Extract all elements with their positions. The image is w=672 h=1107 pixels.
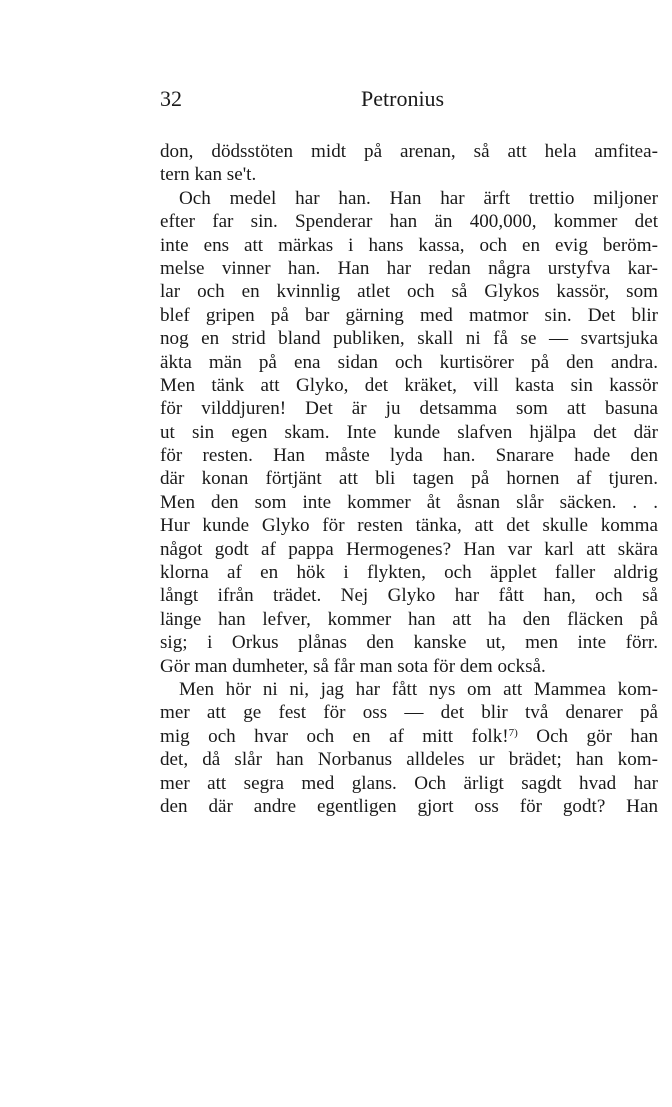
text-segment: Och gör han	[517, 725, 658, 747]
text-line: melse vinner han. Han har redan några urstyfva kar-	[160, 257, 658, 279]
text-line: Gör man dumheter, så får man sota för dem också.	[160, 655, 546, 677]
text-line: lar och en kvinnlig atlet och så Glykos kassör, som	[160, 281, 658, 303]
text-line: långt ifrån trädet. Nej Glyko har fått han, och så	[160, 585, 658, 607]
text-line: nog en strid bland publiken, skall ni få se — svartsjuka	[160, 328, 658, 350]
text-line: efter far sin. Spenderar han än 400,000, kommer det	[160, 211, 658, 233]
text-line: för resten. Han måste lyda han. Snarare hade den	[160, 445, 658, 467]
text-line: inte ens att märkas i hans kassa, och en evig beröm-	[160, 234, 658, 256]
text-line: tern kan se't.	[160, 164, 257, 186]
running-title: Petronius	[361, 86, 445, 111]
text-line: den där andre egentligen gjort oss för godt? Han	[160, 795, 658, 817]
text-line: där konan förtjänt att bli tagen på hornen af tjuren.	[160, 468, 658, 490]
text-line: för vilddjuren! Det är ju detsamma som att basuna	[160, 398, 658, 420]
text-line: Och medel har han. Han har ärft trettio miljoner	[179, 187, 658, 209]
text-line: Men hör ni ni, jag har fått nys om att Mammea kom-	[179, 678, 658, 700]
text-line: mer att ge fest för oss — det blir två denarer på	[160, 702, 658, 724]
text-line: äkta män på ena sidan och kurtisörer på den andra.	[160, 351, 658, 373]
text-line: sig; i Orkus plånas den kanske ut, men inte förr.	[160, 632, 658, 654]
text-line: Men tänk att Glyko, det kräket, vill kasta sin kassör	[160, 374, 658, 396]
footnote-reference[interactable]: 7)	[508, 726, 518, 739]
text-line: det, då slår han Norbanus alldeles ur brädet; han kom-	[160, 749, 658, 771]
text-line: blef gripen på bar gärning med matmor sin. Det blir	[160, 304, 658, 326]
text-line-with-footnote	[160, 725, 658, 748]
text-line: något godt af pappa Hermogenes? Han var karl att skära	[160, 538, 658, 560]
page-number: 32	[160, 86, 182, 111]
text-line: Hur kunde Glyko för resten tänka, att det skulle komma	[160, 515, 658, 537]
text-line: ut sin egen skam. Inte kunde slafven hjälpa det där	[160, 421, 658, 443]
page-header	[160, 86, 658, 116]
body-text	[160, 140, 658, 818]
text-line: mer att segra med glans. Och ärligt sagdt hvad har	[160, 772, 658, 794]
text-line: klorna af en hök i flykten, och äpplet faller aldrig	[160, 562, 658, 584]
text-line: länge han lefver, kommer han att ha den fläcken på	[160, 608, 658, 630]
text-line: don, dödsstöten midt på arenan, så att hela amfitea-	[160, 141, 658, 162]
text-line: Men den som inte kommer åt åsnan slår säcken. . .	[160, 491, 658, 513]
text-segment: mig och hvar och en af mitt folk!	[160, 725, 509, 747]
